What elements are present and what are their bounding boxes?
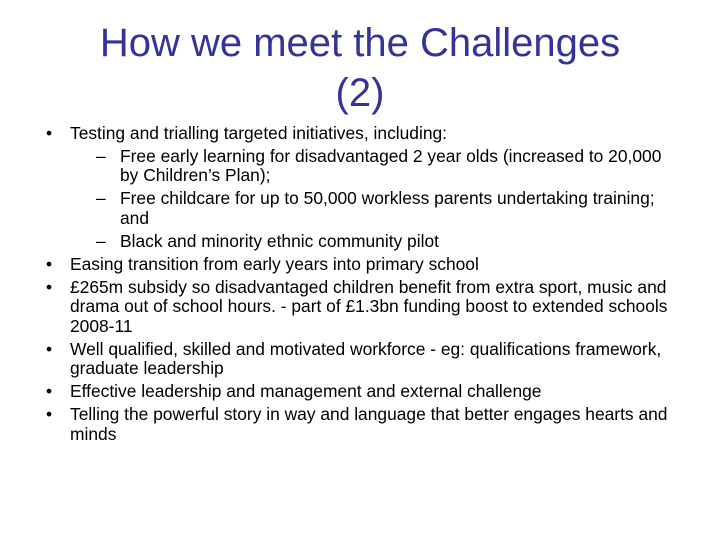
sub-bullet-text: Free childcare for up to 50,000 workless parents undertaking training; and	[120, 188, 655, 228]
bullet-list	[46, 124, 676, 448]
bullet-marker: •	[46, 338, 53, 359]
sub-bullet-marker: –	[96, 188, 106, 208]
bullet-text: Easing transition from early years into primary school	[70, 253, 479, 274]
bullet-item	[46, 382, 676, 402]
sub-bullet-item	[70, 232, 676, 252]
bullet-marker: •	[46, 253, 53, 274]
slide-title-line-1: How we meet the Challenges	[99, 21, 621, 65]
sub-bullet-text: Black and minority ethnic community pilot	[120, 230, 439, 251]
bullet-marker: •	[46, 123, 53, 143]
bullet-text: Well qualified, skilled and motivated workforce - eg: qualifications framework, graduate leadership	[70, 338, 662, 378]
bullet-item	[46, 405, 676, 444]
bullet-item	[46, 340, 676, 379]
bullet-marker: •	[46, 276, 53, 297]
sub-bullet-item	[70, 189, 676, 228]
bullet-item	[46, 278, 676, 337]
bullet-text: Testing and trialling targeted initiatives, including:	[70, 123, 448, 143]
sub-bullet-item	[70, 147, 676, 186]
sub-bullet-marker: –	[96, 145, 106, 166]
bullet-text: £265m subsidy so disadvantaged children benefit from extra sport, music and drama out of school hours. - part of £1.3bn funding boost to extended schools 2008-11	[70, 276, 668, 336]
slide-title-line-2: (2)	[335, 71, 385, 115]
bullet-marker: •	[46, 381, 53, 401]
bullet-marker: •	[46, 404, 53, 424]
bullet-item	[46, 255, 676, 275]
sub-bullet-list	[70, 147, 676, 252]
bullet-text: Telling the powerful story in way and language that better engages hearts and minds	[70, 404, 668, 444]
bullet-text: Effective leadership and management and external challenge	[70, 381, 542, 401]
sub-bullet-marker: –	[96, 230, 106, 251]
sub-bullet-text: Free early learning for disadvantaged 2 year olds (increased to 20,000 by Children’s Plan);	[120, 145, 662, 185]
slide-title	[60, 18, 660, 118]
bullet-item	[46, 124, 676, 251]
